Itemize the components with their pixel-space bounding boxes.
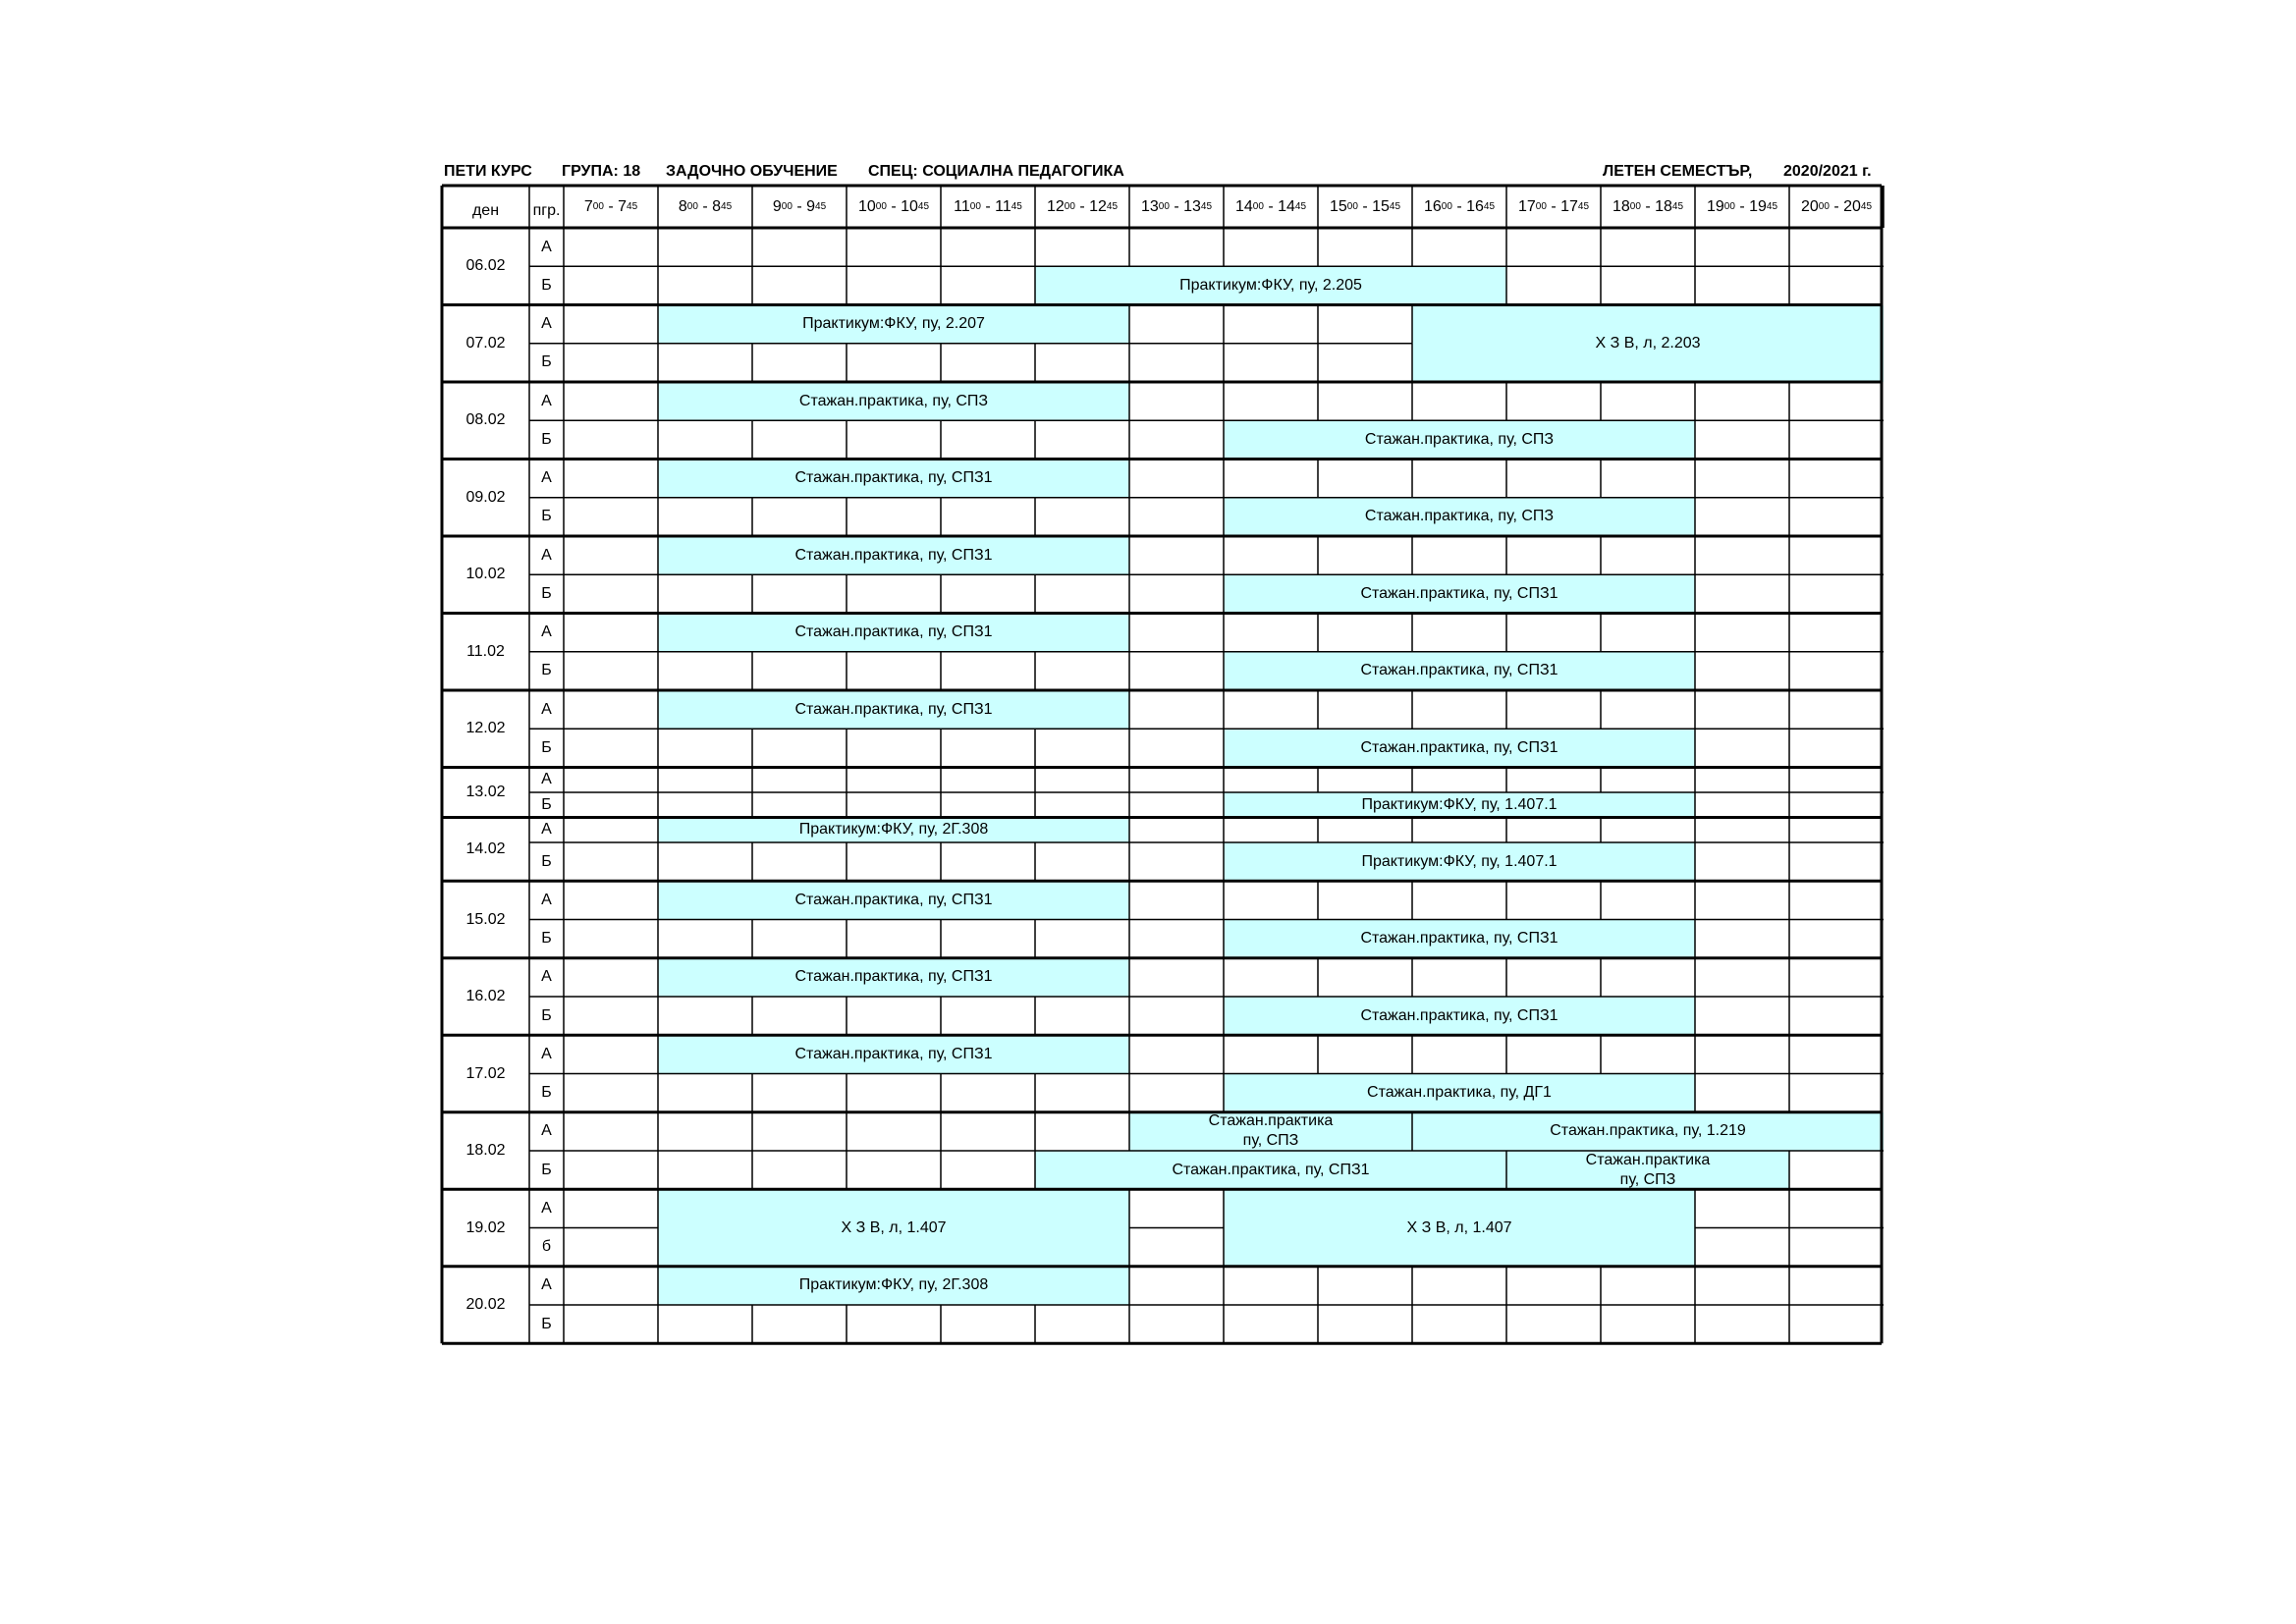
time-h2: 18 bbox=[1655, 197, 1672, 215]
day-date: 13.02 bbox=[465, 784, 506, 800]
class-event[interactable]: Х З В, л, 2.203 bbox=[1412, 305, 1884, 383]
time-h2: 17 bbox=[1560, 197, 1578, 215]
course-label: ПЕТИ КУРС bbox=[444, 163, 532, 180]
class-event[interactable]: Практикум:ФКУ, пу, 2Г.308 bbox=[658, 1267, 1129, 1305]
subgroup-label: А bbox=[541, 238, 552, 255]
class-event[interactable]: Стажан.практика, пу, СПЗ1 bbox=[658, 460, 1129, 498]
subgroup-label: Б bbox=[541, 662, 552, 679]
class-event[interactable]: Практикум:ФКУ, пу, 2.207 bbox=[658, 305, 1129, 344]
time-slot-header: 13 00 - 13 45 bbox=[1140, 197, 1213, 215]
time-slot-header: 10 00 - 10 45 bbox=[857, 197, 930, 215]
time-h1: 14 bbox=[1234, 197, 1253, 215]
time-slot-header: 14 00 - 14 45 bbox=[1234, 197, 1307, 215]
day-date: 17.02 bbox=[465, 1064, 506, 1082]
time-h2: 20 bbox=[1843, 197, 1861, 215]
day-date: 12.02 bbox=[465, 720, 506, 737]
time-dash: - bbox=[1263, 197, 1279, 215]
class-event[interactable]: Стажан.практика, пу, СПЗ1 bbox=[658, 690, 1129, 729]
time-h1: 17 bbox=[1517, 197, 1536, 215]
group-column-header: пгр. bbox=[532, 201, 561, 219]
class-event[interactable]: Стажан.практика, пу, СПЗ1 bbox=[658, 536, 1129, 574]
day-date: 10.02 bbox=[465, 566, 506, 583]
class-event[interactable]: Стажан.практика, пу, 1.219 bbox=[1412, 1112, 1884, 1151]
time-h1: 8 bbox=[678, 197, 687, 215]
time-h2: 14 bbox=[1278, 197, 1295, 215]
subgroup-label: Б bbox=[541, 584, 552, 602]
subgroup-label: б bbox=[541, 1238, 552, 1256]
semester-label: ЛЕТЕН СЕМЕСТЪР, bbox=[1603, 163, 1753, 180]
class-event[interactable]: Стажан.практика, пу, СПЗ1 bbox=[658, 1035, 1129, 1073]
time-dash: - bbox=[792, 197, 807, 215]
time-dash: - bbox=[1451, 197, 1467, 215]
schedule-header bbox=[444, 163, 1880, 185]
time-h1: 16 bbox=[1423, 197, 1442, 215]
group-label: ГРУПА: 18 bbox=[562, 163, 641, 180]
day-date: 07.02 bbox=[465, 334, 506, 352]
time-dash: - bbox=[697, 197, 713, 215]
class-event[interactable]: Практикум:ФКУ, пу, 1.407.1 bbox=[1224, 842, 1695, 881]
time-dash: - bbox=[886, 197, 902, 215]
time-dash: - bbox=[1829, 197, 1844, 215]
time-h1: 12 bbox=[1046, 197, 1065, 215]
class-event[interactable]: Стажан.практика, пу, СПЗ1 bbox=[1035, 1151, 1506, 1189]
day-date: 09.02 bbox=[465, 488, 506, 506]
day-date: 14.02 bbox=[465, 839, 506, 857]
time-h1: 18 bbox=[1612, 197, 1630, 215]
time-h2: 13 bbox=[1183, 197, 1201, 215]
day-date: 20.02 bbox=[465, 1296, 506, 1313]
time-dash: - bbox=[1357, 197, 1373, 215]
subgroup-label: А bbox=[541, 469, 552, 487]
time-slot-header: 9 00 - 9 45 bbox=[772, 197, 827, 215]
day-date: 15.02 bbox=[465, 910, 506, 928]
subgroup-label: А bbox=[541, 891, 552, 908]
class-event[interactable]: Стажан.практика, пу, СПЗ bbox=[1224, 420, 1695, 459]
time-dash: - bbox=[1074, 197, 1090, 215]
time-slot-header: 11 00 - 11 45 bbox=[954, 197, 1022, 215]
subgroup-label: Б bbox=[541, 930, 552, 947]
class-event[interactable]: Стажан.практика, пу, ДГ1 bbox=[1224, 1074, 1695, 1112]
class-event[interactable]: Стажан.практика, пу, СПЗ bbox=[1224, 498, 1695, 536]
time-h2: 11 bbox=[995, 197, 1011, 215]
subgroup-label: А bbox=[541, 821, 552, 839]
time-dash: - bbox=[1734, 197, 1750, 215]
subgroup-label: Б bbox=[541, 430, 552, 448]
time-dash: - bbox=[603, 197, 619, 215]
class-event[interactable]: Практикум:ФКУ, пу, 2Г.308 bbox=[658, 818, 1129, 843]
day-date: 19.02 bbox=[465, 1218, 506, 1236]
time-dash: - bbox=[980, 197, 996, 215]
class-event[interactable]: Стажан.практика, пу, СПЗ1 bbox=[658, 614, 1129, 652]
subgroup-label: А bbox=[541, 623, 552, 641]
time-h1: 9 bbox=[772, 197, 782, 215]
time-slot-header: 19 00 - 19 45 bbox=[1706, 197, 1778, 215]
day-date: 18.02 bbox=[465, 1142, 506, 1159]
subgroup-label: Б bbox=[541, 353, 552, 371]
time-h2: 9 bbox=[806, 197, 816, 215]
time-slot-header: 20 00 - 20 45 bbox=[1800, 197, 1873, 215]
class-event[interactable]: Стажан.практика пу, СПЗ bbox=[1506, 1151, 1789, 1189]
day-date: 08.02 bbox=[465, 411, 506, 429]
time-h1: 7 bbox=[583, 197, 593, 215]
subgroup-label: А bbox=[541, 968, 552, 986]
academic-year-label: 2020/2021 г. bbox=[1783, 163, 1872, 180]
day-date: 16.02 bbox=[465, 988, 506, 1004]
time-h2: 12 bbox=[1089, 197, 1107, 215]
time-slot-header: 7 00 - 7 45 bbox=[583, 197, 638, 215]
subgroup-label: А bbox=[541, 771, 552, 788]
subgroup-label: Б bbox=[541, 1161, 552, 1178]
subgroup-label: А bbox=[541, 315, 552, 333]
class-event[interactable]: Х З В, л, 1.407 bbox=[658, 1189, 1129, 1267]
class-event[interactable]: Стажан.практика пу, СПЗ bbox=[1129, 1112, 1412, 1151]
day-date: 11.02 bbox=[466, 642, 505, 660]
time-dash: - bbox=[1546, 197, 1561, 215]
time-h2: 19 bbox=[1749, 197, 1767, 215]
time-h1: 11 bbox=[954, 197, 970, 215]
time-dash: - bbox=[1640, 197, 1656, 215]
time-h2: 15 bbox=[1372, 197, 1390, 215]
study-mode-label: ЗАДОЧНО ОБУЧЕНИЕ bbox=[666, 163, 838, 180]
class-event[interactable]: Стажан.практика, пу, СПЗ1 bbox=[1224, 920, 1695, 958]
class-event[interactable]: Стажан.практика, пу, СПЗ1 bbox=[1224, 729, 1695, 767]
day-date: 06.02 bbox=[465, 257, 506, 275]
class-event[interactable]: Стажан.практика, пу, СПЗ1 bbox=[1224, 652, 1695, 690]
time-h1: 15 bbox=[1329, 197, 1347, 215]
time-h1: 13 bbox=[1140, 197, 1159, 215]
class-event[interactable]: Стажан.практика, пу, СПЗ bbox=[658, 382, 1129, 420]
time-h1: 19 bbox=[1706, 197, 1724, 215]
class-event[interactable]: Х З В, л, 1.407 bbox=[1224, 1189, 1695, 1267]
class-event[interactable]: Практикум:ФКУ, пу, 1.407.1 bbox=[1224, 792, 1695, 818]
time-slot-header: 12 00 - 12 45 bbox=[1046, 197, 1119, 215]
class-event[interactable]: Стажан.практика, пу, СПЗ1 bbox=[1224, 997, 1695, 1035]
subgroup-label: Б bbox=[541, 1315, 552, 1332]
time-slot-header: 17 00 - 17 45 bbox=[1517, 197, 1590, 215]
subgroup-label: Б bbox=[541, 1084, 552, 1102]
subgroup-label: А bbox=[541, 1045, 552, 1062]
subgroup-label: А bbox=[541, 546, 552, 564]
time-h1: 20 bbox=[1800, 197, 1819, 215]
specialty-label: СПЕЦ: СОЦИАЛНА ПЕДАГОГИКА bbox=[868, 163, 1124, 180]
subgroup-label: А bbox=[541, 392, 552, 409]
time-slot-header: 15 00 - 15 45 bbox=[1329, 197, 1401, 215]
subgroup-label: А bbox=[541, 1199, 552, 1217]
class-event[interactable]: Стажан.практика, пу, СПЗ1 bbox=[658, 881, 1129, 919]
subgroup-label: Б bbox=[541, 508, 552, 525]
time-h2: 10 bbox=[901, 197, 918, 215]
subgroup-label: Б bbox=[541, 276, 552, 294]
time-slot-header: 16 00 - 16 45 bbox=[1423, 197, 1496, 215]
schedule-grid bbox=[442, 186, 1882, 1343]
time-h2: 16 bbox=[1466, 197, 1484, 215]
subgroup-label: А bbox=[541, 1276, 552, 1294]
class-event[interactable]: Стажан.практика, пу, СПЗ1 bbox=[658, 958, 1129, 997]
time-h1: 10 bbox=[857, 197, 876, 215]
time-dash: - bbox=[1169, 197, 1184, 215]
subgroup-label: Б bbox=[541, 1006, 552, 1024]
time-h2: 7 bbox=[618, 197, 628, 215]
subgroup-label: Б bbox=[541, 852, 552, 870]
day-column-header: ден bbox=[471, 201, 500, 219]
time-slot-header: 18 00 - 18 45 bbox=[1612, 197, 1684, 215]
class-event[interactable]: Стажан.практика, пу, СПЗ1 bbox=[1224, 574, 1695, 613]
subgroup-label: Б bbox=[541, 795, 552, 813]
time-h2: 8 bbox=[712, 197, 722, 215]
subgroup-label: Б bbox=[541, 738, 552, 756]
class-event[interactable]: Практикум:ФКУ, пу, 2.205 bbox=[1035, 266, 1506, 304]
subgroup-label: А bbox=[541, 1122, 552, 1140]
time-slot-header: 8 00 - 8 45 bbox=[678, 197, 733, 215]
subgroup-label: А bbox=[541, 700, 552, 718]
